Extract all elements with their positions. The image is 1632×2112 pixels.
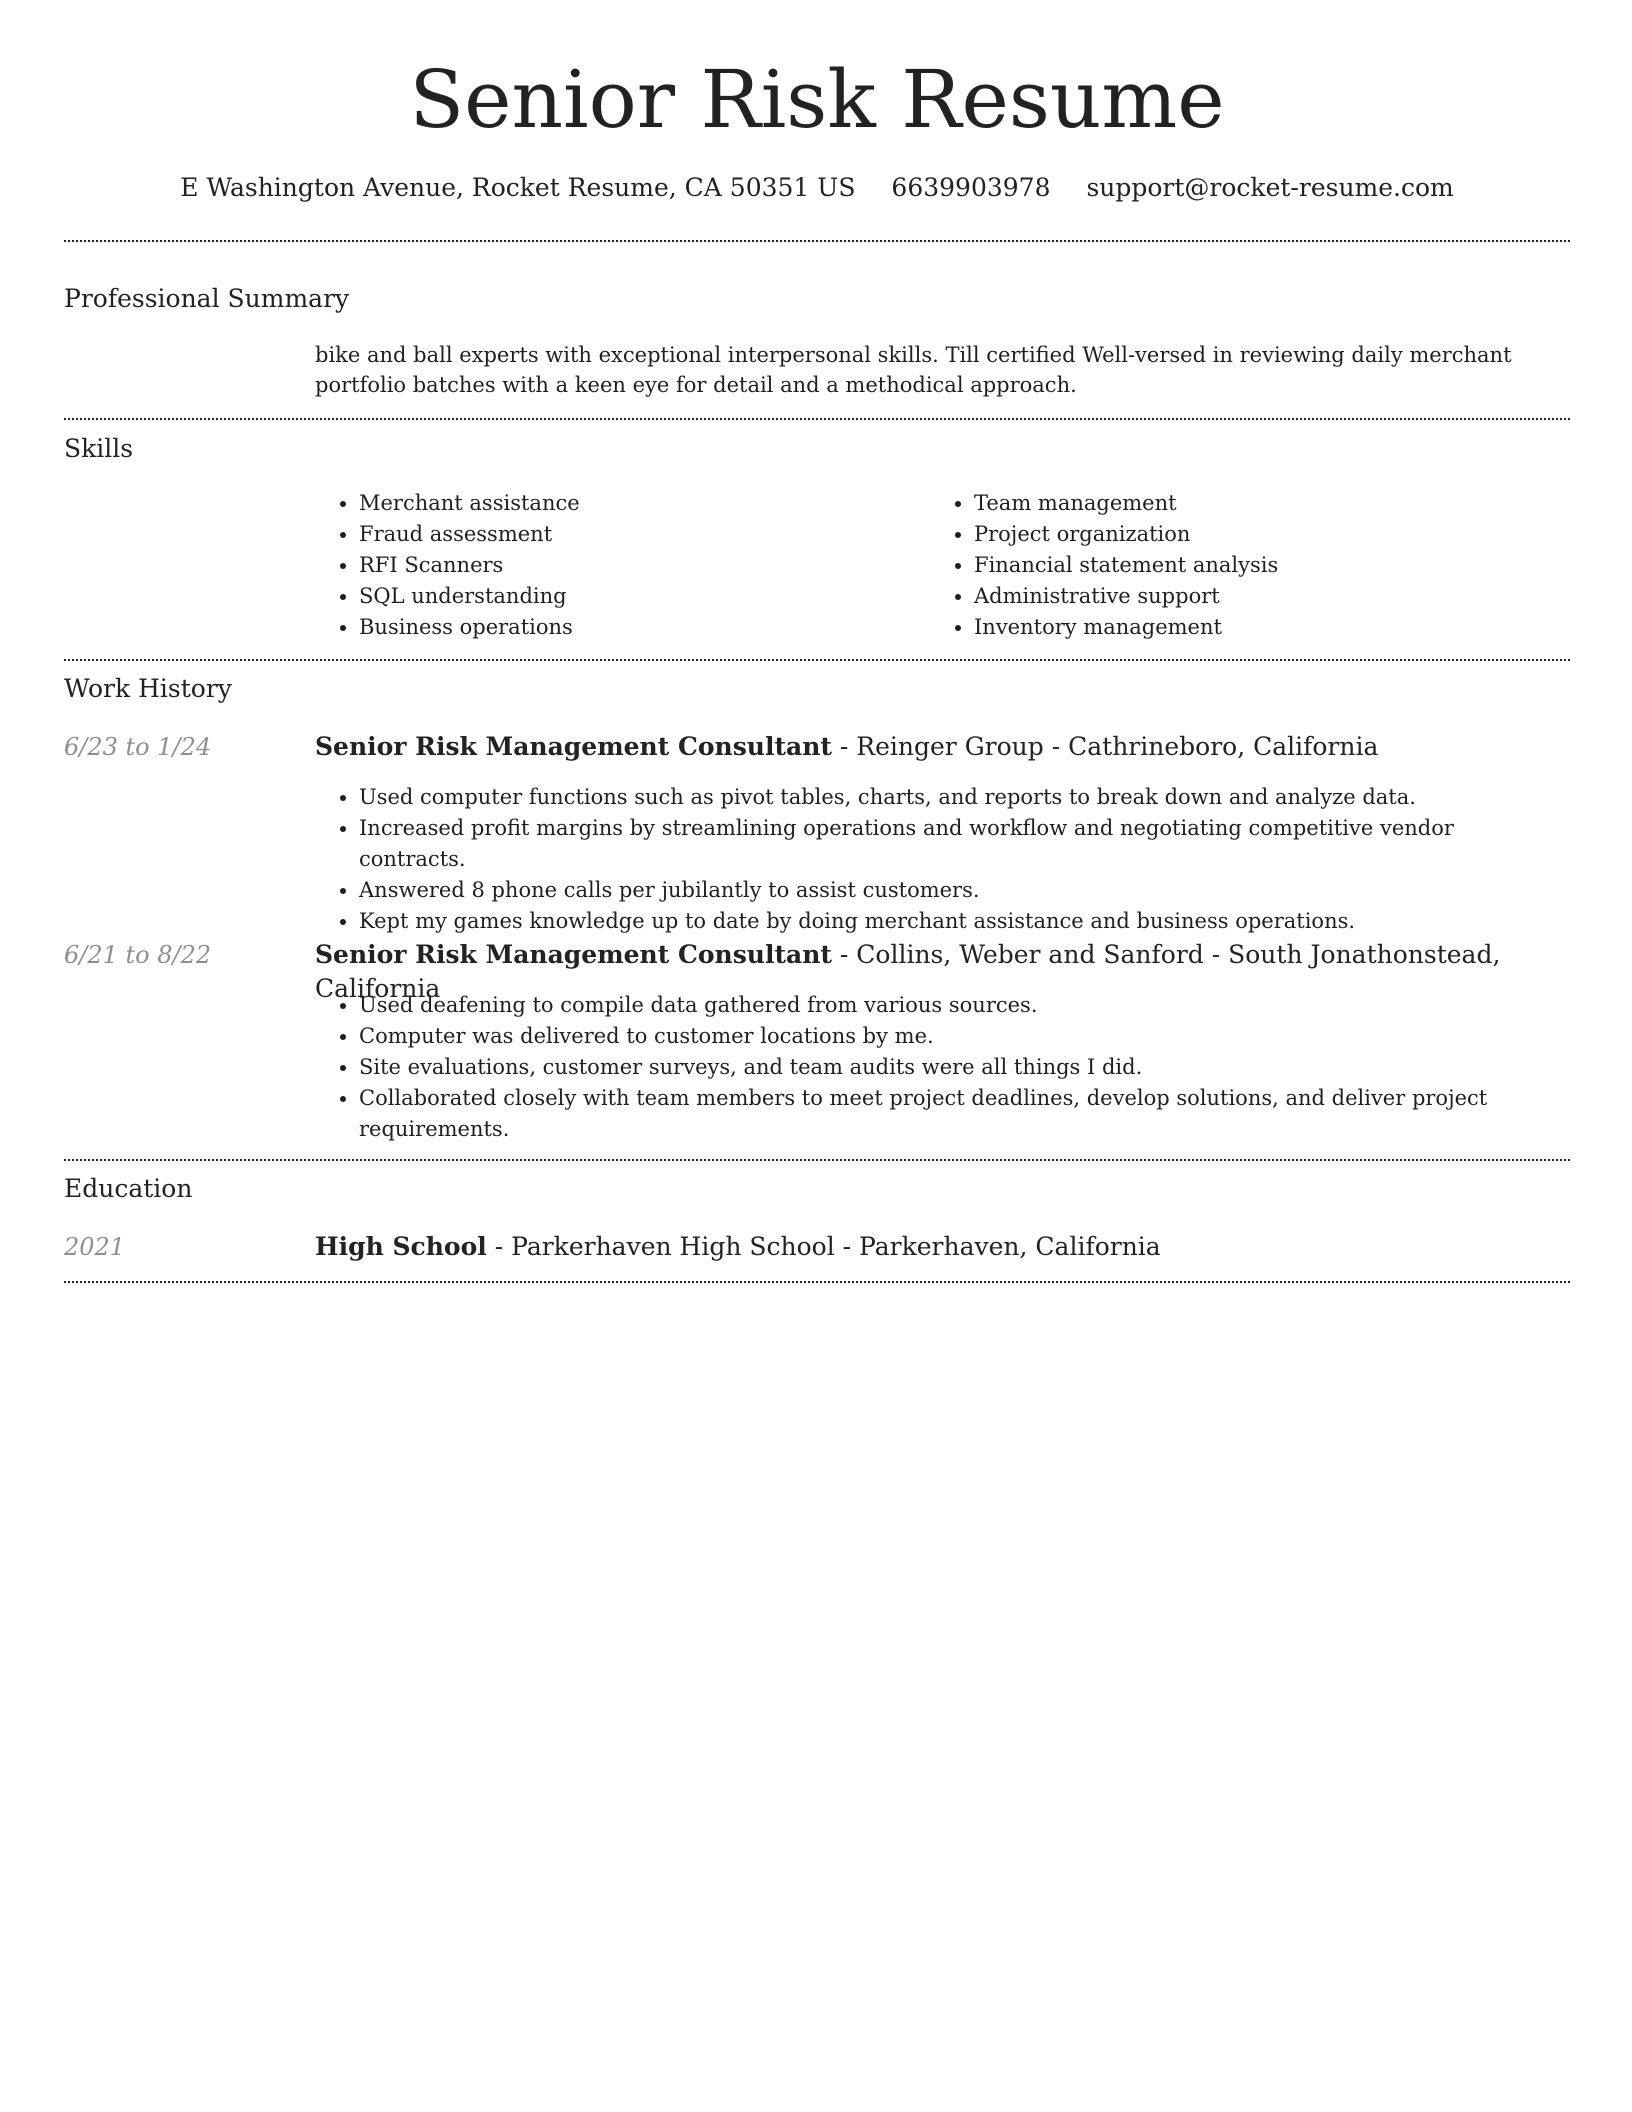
divider xyxy=(64,240,1570,242)
section-title-summary: Professional Summary xyxy=(64,284,350,313)
divider xyxy=(64,1281,1570,1283)
section-title-skills: Skills xyxy=(64,434,134,463)
skill-item: • Inventory management xyxy=(974,612,1278,643)
summary-text: bike and ball experts with exceptional interpersonal skills. Till certified Well-versed in reviewing daily merchant portfolio batches with a keen eye for detail and a methodical approach. xyxy=(315,343,1512,397)
divider xyxy=(64,418,1570,420)
contact-line xyxy=(64,170,1570,206)
job-bullet: • Used deafening to compile data gathered from various sources. xyxy=(359,990,1565,1021)
skill-item: • Team management xyxy=(974,488,1278,519)
job-bullet: • Used computer functions such as pivot tables, charts, and reports to break down and analyze data. xyxy=(359,782,1565,813)
skill-item: • Business operations xyxy=(359,612,580,643)
skill-item: • Administrative support xyxy=(974,581,1278,612)
job-dates: 6/21 to 8/22 xyxy=(64,941,212,969)
education-heading xyxy=(315,1230,1570,1264)
job-company-location: - Collins, Weber and Sanford - South Jonathonstead, California xyxy=(315,940,1501,1003)
skills-list-left xyxy=(315,488,580,643)
skill-item: • Merchant assistance xyxy=(359,488,580,519)
job-bullet: • Site evaluations, customer surveys, and team audits were all things I did. xyxy=(359,1052,1565,1083)
job-bullets xyxy=(315,782,1565,937)
job-company-location: - Reinger Group - Cathrineboro, California xyxy=(831,732,1379,761)
job-title: Senior Risk Management Consultant xyxy=(315,940,832,969)
resume-name: Senior Risk Resume xyxy=(409,53,1225,146)
job-heading xyxy=(315,730,1570,764)
job-bullet: • Computer was delivered to customer locations by me. xyxy=(359,1021,1565,1052)
job-bullet: • Increased profit margins by streamlining operations and workflow and negotiating competitive vendor contracts. xyxy=(359,813,1565,875)
job-bullet: • Kept my games knowledge up to date by doing merchant assistance and business operations. xyxy=(359,906,1565,937)
job-bullet: • Collaborated closely with team members to meet project deadlines, develop solutions, and deliver project requirements. xyxy=(359,1083,1565,1145)
skill-item: • Fraud assessment xyxy=(359,519,580,550)
job-bullet: • Answered 8 phone calls per jubilantly to assist customers. xyxy=(359,875,1565,906)
skills-list-right xyxy=(930,488,1278,643)
education-year: 2021 xyxy=(64,1233,126,1261)
education-school-location: - Parkerhaven High School - Parkerhaven, California xyxy=(486,1232,1161,1261)
skill-item: • Project organization xyxy=(974,519,1278,550)
contact-address: E Washington Avenue, Rocket Resume, CA 50351 US xyxy=(180,173,856,202)
section-title-education: Education xyxy=(64,1174,193,1203)
job-title: Senior Risk Management Consultant xyxy=(315,732,832,761)
contact-email: support@rocket-resume.com xyxy=(1086,173,1454,202)
divider xyxy=(64,1159,1570,1161)
education-degree: High School xyxy=(315,1232,487,1261)
contact-phone: 6639903978 xyxy=(891,173,1051,202)
section-title-work: Work History xyxy=(64,674,232,703)
skill-item: • SQL understanding xyxy=(359,581,580,612)
skill-item: • RFI Scanners xyxy=(359,550,580,581)
job-bullets xyxy=(315,990,1565,1145)
job-dates: 6/23 to 1/24 xyxy=(64,733,212,761)
skill-item: • Financial statement analysis xyxy=(974,550,1278,581)
divider xyxy=(64,659,1570,661)
